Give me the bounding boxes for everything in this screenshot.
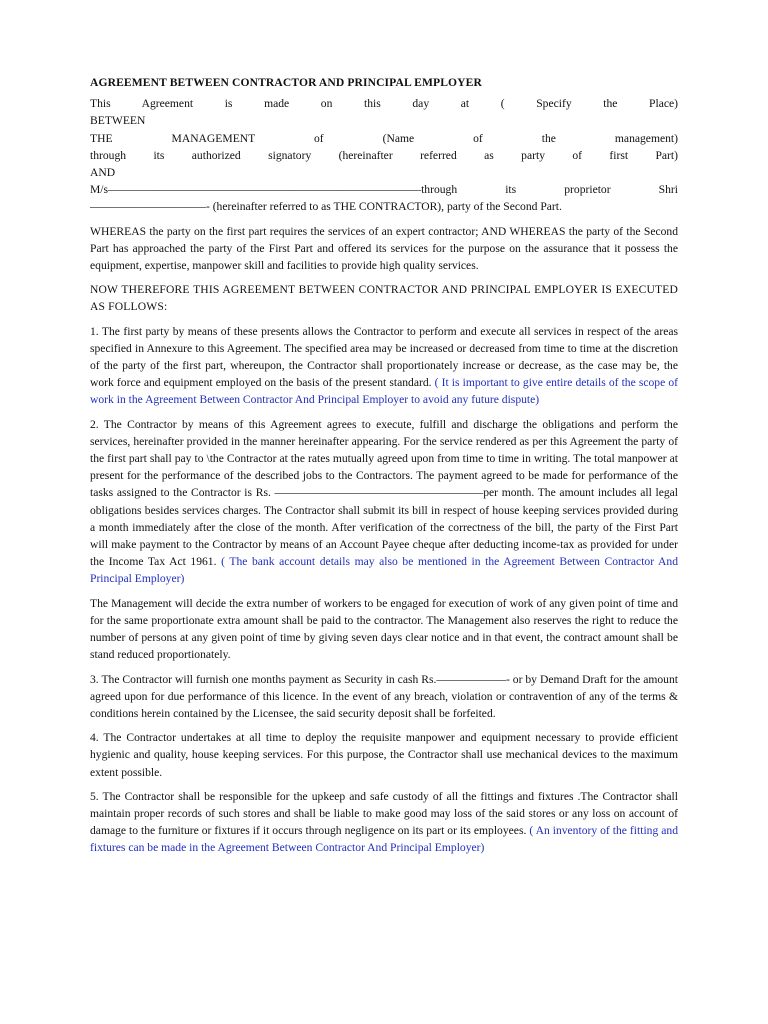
clause-3: 3. The Contractor will furnish one months payment as Security in cash Rs.——————- or by Demand Draft for the amount agreed upon for due performance of this licence. In the event of any breach, violation or contravention of any of the terms & conditions herein contained by the Licensee, the said security deposit shall be forfeited. — [90, 672, 678, 720]
now-therefore-paragraph: NOW THEREFORE THIS AGREEMENT BETWEEN CONTRACTOR AND PRINCIPAL EMPLOYER IS EXECUTED AS FOLLOWS: — [90, 283, 678, 314]
clause-2-text: 2. The Contractor by means of this Agreement agrees to execute, fulfill and discharge the obligations and perform the services, hereinafter provided in the manner hereinafter appearing. For the service rendered as per this Agreement the party of the first part shall pay to \the Contractor at the rates mutually agreed upon from time to time in writing. The total manpower at present for the performance of the described jobs to the Contractors. The payment agreed to be made for performance of the tasks assigned to the Contractor is Rs. ——————————————————per month. The amount includes all legal obligations besides services charges. The Contractor shall submit its bill in respect of house keeping services provided during a month immediately after the close of the month. After verification of the correctness of the bill, the party of the First Part will make payment to the Contractor by means of an Account Payee cheque after deducting income-tax as provided for under the Income Tax Act 1961. — [90, 417, 678, 569]
intro-line-contractor: ——————————- (hereinafter referred to as THE CONTRACTOR), party of the Second Part. — [90, 200, 562, 214]
intro-line-ms: M/s———————————————————————————through its proprietor Shri — [90, 183, 678, 197]
clause-2-note: ( The bank account details may also be mentioned in the Agreement Between Contractor And Principal Employer) — [90, 555, 678, 586]
whereas-paragraph: WHEREAS the party on the first part requires the services of an expert contractor; AND WHEREAS the party of the Second Part has approached the party of the First Part and offered its services for the purpose on the assurance that it possess the equipment, expertise, manpower skill and facilities to provide high quality services. — [90, 224, 678, 273]
clause-1-note: ( It is important to give entire details of the scope of work in the Agreement Between Contractor And Principal Employer to avoid any future dispute) — [90, 376, 679, 407]
clause-5-note: ( An inventory of the fitting and fixtures can be made in the Agreement Between Contractor And Principal Employer) — [90, 824, 678, 855]
document-title: AGREEMENT BETWEEN CONTRACTOR AND PRINCIPAL EMPLOYER — [90, 76, 482, 89]
clause-1-text: 1. The first party by means of these presents allows the Contractor to perform and execute all services in respect of the areas specified in Annexure to this Agreement. The specified area may be increased or decreased from time to time at the discretion of the party of the first part, whereupon, the Contractor shall proportionately increase or decrease, as the case may be, the work force and equipment employed on the basis of the present standard. — [90, 324, 678, 390]
intro-line-management: THE MANAGEMENT of (Name of the management) — [90, 131, 678, 145]
management-paragraph: The Management will decide the extra number of workers to be engaged for execution of work of any given point of time and for the same proportionate extra amount shall be paid to the contractor. The Management also reserves the right to reduce the number of persons at any given point of time by giving seven days clear notice and in that event, the contract amount shall be stand reduced proportionately. — [90, 596, 678, 662]
intro-block — [90, 95, 678, 215]
intro-line-and: AND — [90, 166, 116, 180]
clause-5-text: 5. The Contractor shall be responsible for the upkeep and safe custody of all the fittings and fixtures .The Contractor shall maintain proper records of such stores and shall be liable to make good may loss of the said stores or any loss on account of damage to the furniture or fixtures if it occurs through negligence on its part or its employees. — [90, 789, 678, 838]
intro-line-agreement: This Agreement is made on this day at ( Specify the Place) — [90, 97, 678, 111]
clause-1 — [90, 323, 678, 409]
intro-line-signatory: through its authorized signatory (hereinafter referred as party of first Part) — [90, 148, 678, 162]
document-page — [90, 74, 678, 864]
clause-4: 4. The Contractor undertakes at all time to deploy the requisite manpower and equipment necessary to provide efficient hygienic and quality, house keeping services. For this purpose, the Contractor shall use mechanical devices to the maximum extent possible. — [90, 731, 678, 779]
intro-line-between: BETWEEN — [90, 114, 146, 128]
clause-5 — [90, 788, 678, 857]
clause-2 — [90, 416, 678, 588]
